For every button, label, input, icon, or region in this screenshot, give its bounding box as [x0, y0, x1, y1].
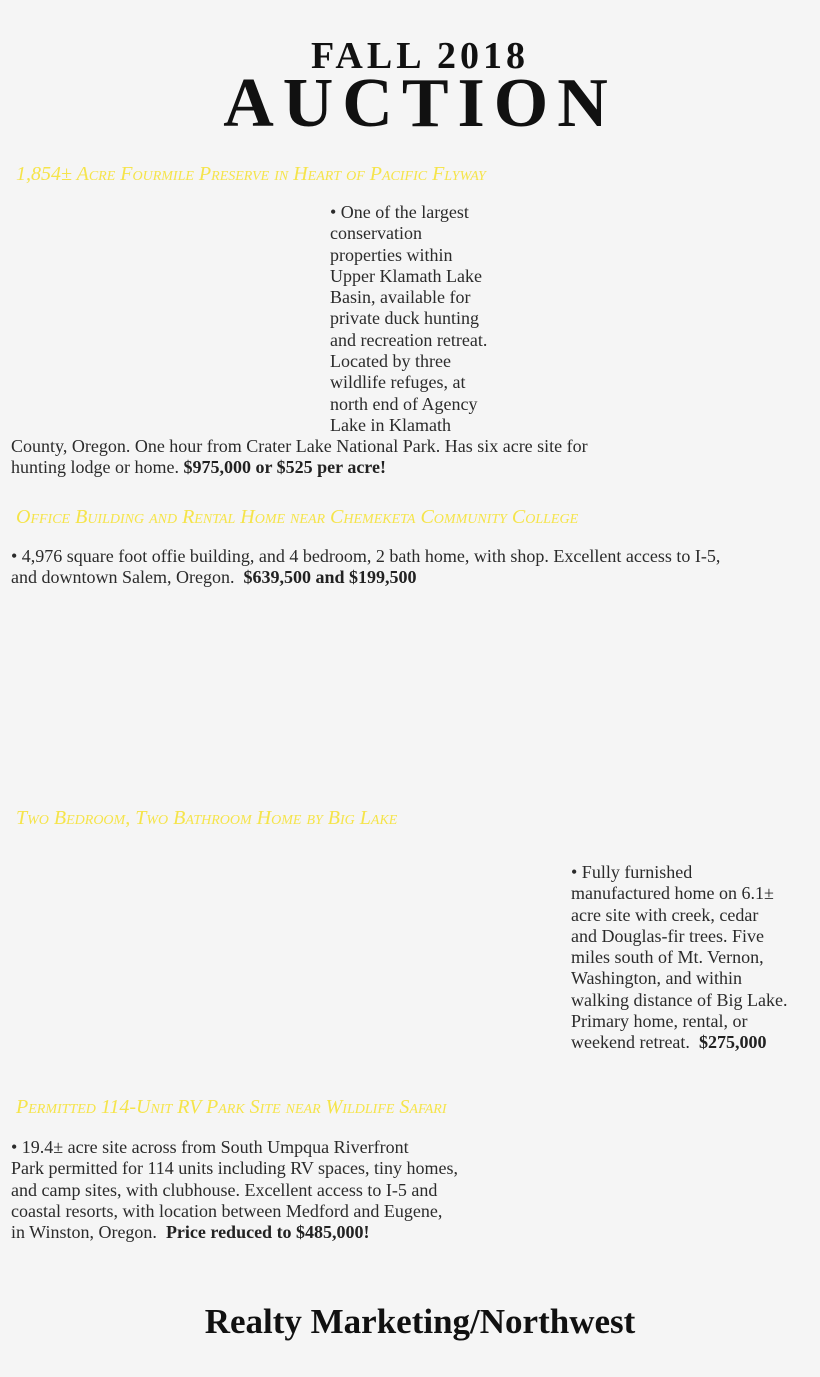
- listing-3-line: Primary home, rental, or: [571, 1011, 748, 1032]
- listing-1-wide-line-2-text: hunting lodge or home.: [11, 457, 179, 478]
- listing-1-line: north end of Agency: [330, 393, 478, 414]
- listing-1-line: Upper Klamath Lake: [330, 265, 482, 286]
- header-auction: AUCTION: [223, 65, 617, 142]
- listing-3-line: • Fully furnished: [571, 862, 693, 882]
- listing-3-line-last: [571, 1032, 816, 1053]
- listing-1-line: Basin, available for: [330, 287, 471, 308]
- listing-1-wide-line: County, Oregon. One hour from Crater Lake National Park. Has six acre site for: [11, 436, 588, 456]
- listing-2-heading: Office Building and Rental Home near Chemeketa Community College: [16, 506, 579, 528]
- listing-1-line: conservation: [330, 223, 422, 244]
- listing-2-text: [11, 546, 811, 589]
- listing-3-heading: Two Bedroom, Two Bathroom Home by Big Lake: [16, 807, 398, 829]
- listing-4-line: coastal resorts, with location between Medford and Eugene,: [11, 1200, 443, 1221]
- listing-4-price: Price reduced to $485,000!: [165, 1222, 370, 1243]
- listing-1-line: wildlife refuges, at: [330, 372, 466, 393]
- listing-1-line: private duck hunting: [330, 308, 479, 329]
- listing-4-line: Park permitted for 114 units including RV spaces, tiny homes,: [11, 1158, 459, 1179]
- listing-3-text: [571, 862, 816, 1054]
- footer-company-name: Realty Marketing/Northwest: [204, 1302, 636, 1341]
- listing-4-line-last: [11, 1222, 541, 1243]
- listing-2-line: • 4,976 square foot offie building, and 4 bedroom, 2 bath home, with shop. Excellent access to I-5,: [11, 546, 721, 566]
- listing-4-line: • 19.4± acre site across from South Umpqua Riverfront: [11, 1137, 409, 1157]
- listing-1-heading: 1,854± Acre Fourmile Preserve in Heart of Pacific Flyway: [16, 163, 486, 185]
- listing-3-line: acre site with creek, cedar: [571, 904, 759, 925]
- listing-4-text: [11, 1137, 541, 1243]
- listing-3-line: walking distance of Big Lake.: [571, 989, 788, 1010]
- header-fall-2018: FALL 2018: [311, 35, 529, 77]
- listing-1-line: and recreation retreat.: [330, 329, 488, 350]
- listing-1-line: properties within: [330, 244, 453, 265]
- listing-3-line-last-text: weekend retreat.: [571, 1032, 690, 1053]
- listing-3-line: and Douglas-fir trees. Five: [571, 925, 764, 946]
- listing-1-line: • One of the largest: [330, 202, 469, 222]
- listing-4-line: and camp sites, with clubhouse. Excellent access to I-5 and: [11, 1179, 438, 1200]
- listing-3-price: $275,000: [698, 1032, 767, 1053]
- listing-3-line: miles south of Mt. Vernon,: [571, 947, 764, 968]
- listing-1-wide-text: [11, 436, 791, 479]
- listing-4-heading: Permitted 114-Unit RV Park Site near Wildlife Safari: [16, 1096, 447, 1118]
- listing-2-line-2: [11, 567, 811, 588]
- listing-3-line: Washington, and within: [571, 968, 743, 989]
- listing-1-narrow-text: [330, 202, 530, 436]
- listing-2-price: $639,500 and $199,500: [243, 567, 417, 588]
- listing-4-line-last-text: in Winston, Oregon.: [11, 1222, 157, 1243]
- listing-1-line: Located by three: [330, 351, 451, 372]
- listing-2-line-2-text: and downtown Salem, Oregon.: [11, 567, 235, 588]
- listing-3-line: manufactured home on 6.1±: [571, 883, 774, 904]
- listing-1-wide-line-2: [11, 457, 791, 478]
- listing-1-line: Lake in Klamath: [330, 414, 451, 435]
- listing-1-price: $975,000 or $525 per acre!: [183, 457, 386, 478]
